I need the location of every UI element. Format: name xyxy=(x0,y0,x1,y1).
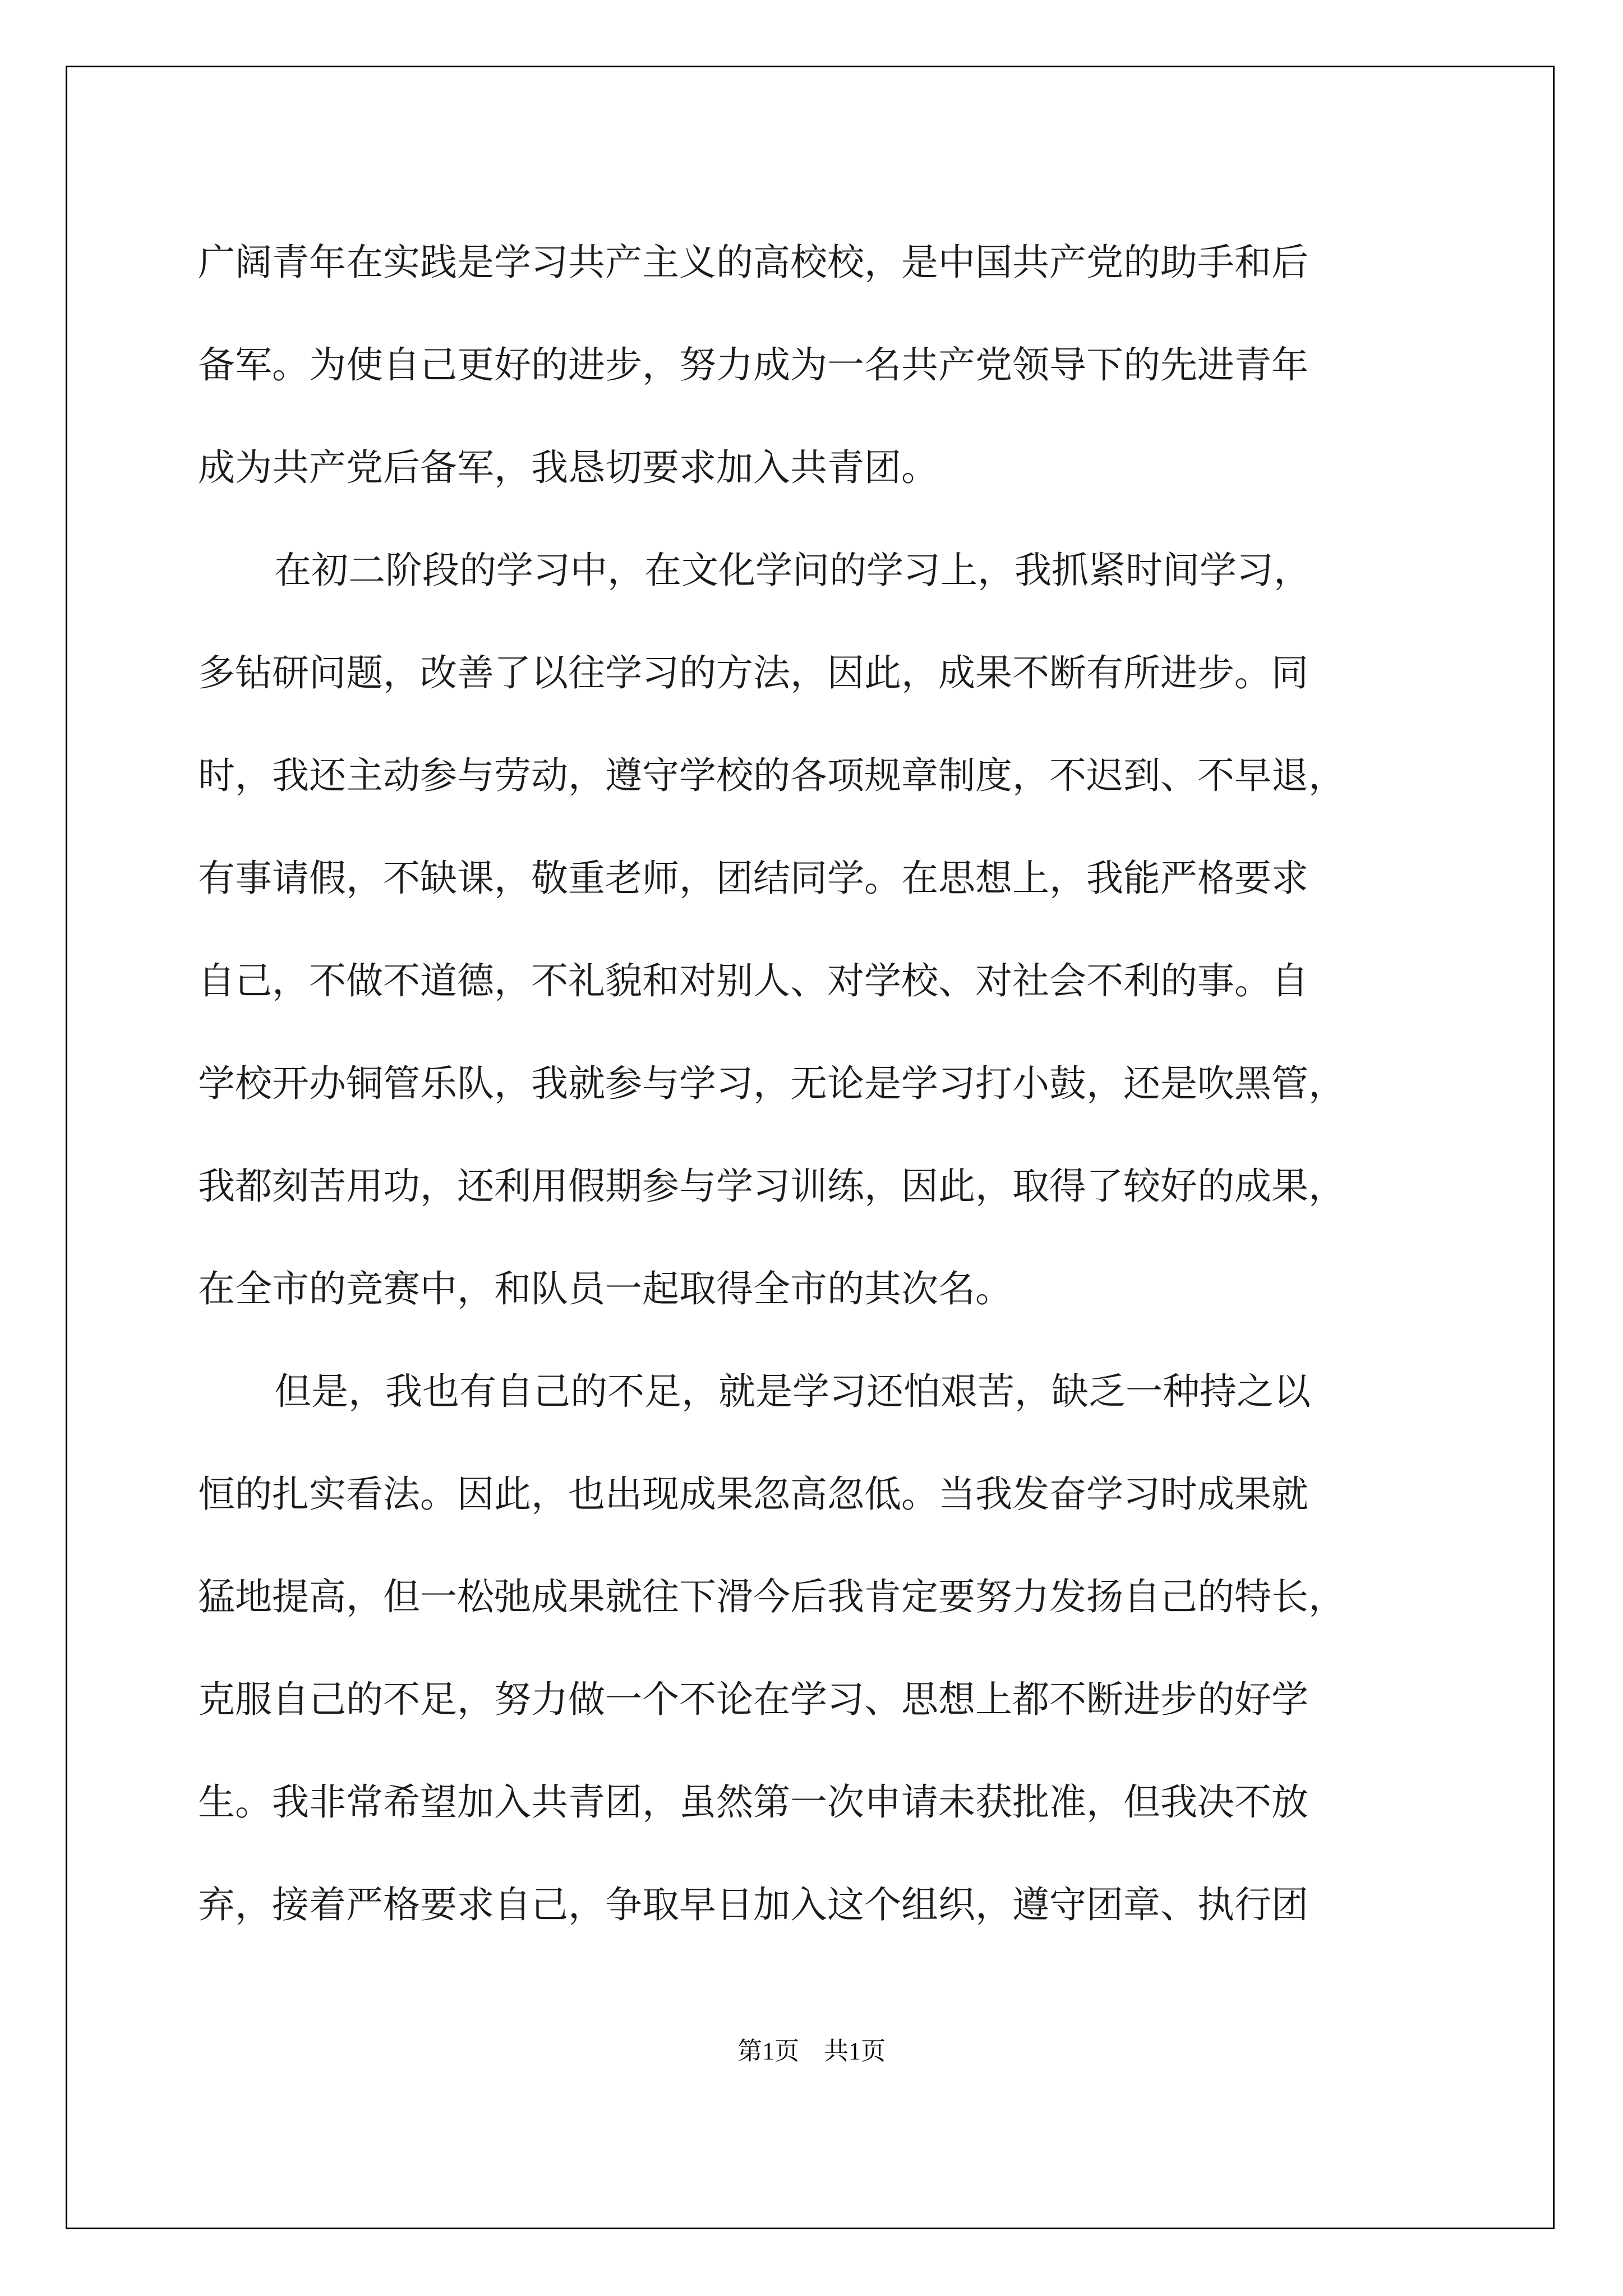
text-line: 时，我还主动参与劳动，遵守学校的各项规章制度，不迟到、不早退， xyxy=(198,754,1345,797)
text-line: 我都刻苦用功，还利用假期参与学习训练，因此，取得了较好的成果， xyxy=(198,1165,1345,1208)
page-total: 共1页 xyxy=(824,2037,886,2065)
text-line: 生。我非常希望加入共青团，虽然第一次申请未获批准，但我决不放 xyxy=(198,1780,1308,1824)
paragraph-first-line: 在初二阶段的学习中，在文化学问的学习上，我抓紧时间学习， xyxy=(274,549,1311,592)
text-line: 自己，不做不道德，不礼貌和对别人、对学校、对社会不利的事。自 xyxy=(198,959,1308,1002)
text-line: 恒的扎实看法。因此，也出现成果忽高忽低。当我发奋学习时成果就 xyxy=(198,1473,1308,1516)
text-line: 广阔青年在实践是学习共产主义的高校校，是中国共产党的助手和后 xyxy=(198,241,1308,284)
document-body xyxy=(198,211,1437,1956)
text-line: 有事请假，不缺课，敬重老师，团结同学。在思想上，我能严格要求 xyxy=(198,857,1308,900)
text-line: 成为共产党后备军，我恳切要求加入共青团。 xyxy=(198,446,938,489)
text-line: 多钻研问题，改善了以往学习的方法，因此，成果不断有所进步。同 xyxy=(198,651,1308,694)
text-line: 备军。为使自己更好的进步，努力成为一名共产党领导下的先进青年 xyxy=(198,343,1308,386)
page-number: 第1页 xyxy=(737,2037,799,2065)
paragraph-first-line: 但是，我也有自己的不足，就是学习还怕艰苦，缺乏一种持之以 xyxy=(274,1370,1311,1413)
text-line: 在全市的竞赛中，和队员一起取得全市的其次名。 xyxy=(198,1267,1012,1310)
text-line: 猛地提高，但一松弛成果就往下滑今后我肯定要努力发扬自己的特长， xyxy=(198,1575,1345,1618)
text-line: 弃，接着严格要求自己，争取早日加入这个组织，遵守团章、执行团 xyxy=(198,1883,1308,1926)
text-line: 克服自己的不足，努力做一个不论在学习、思想上都不断进步的好学 xyxy=(198,1678,1308,1721)
text-line: 学校开办铜管乐队，我就参与学习，无论是学习打小鼓，还是吹黑管， xyxy=(198,1062,1345,1105)
page-footer xyxy=(0,2031,1623,2067)
